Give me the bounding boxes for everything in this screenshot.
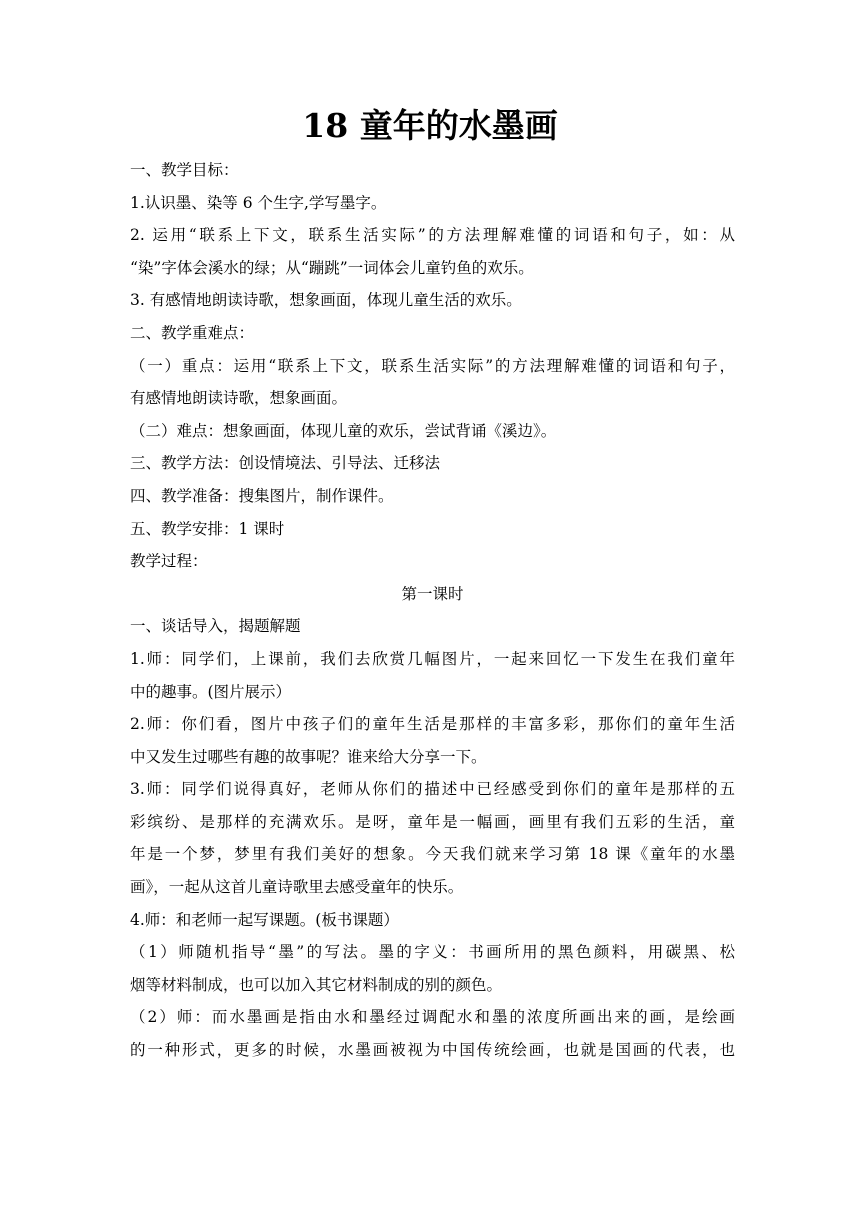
text-line: 三、教学方法：创设情境法、引导法、迁移法 <box>130 454 441 473</box>
document-body <box>130 154 735 1067</box>
text-line: 五、教学安排：1 课时 <box>130 519 285 538</box>
document-title: 18 童年的水墨画 <box>302 106 558 145</box>
text-line: 画》，一起从这首儿童诗歌里去感受童年的快乐。 <box>130 878 464 897</box>
text-line: （2）师：而水墨画是指由水和墨经过调配水和墨的浓度所画出来的画，是绘画 <box>130 1008 735 1027</box>
text-line: 的一种形式，更多的时候，水墨画被视为中国传统绘画，也就是国画的代表，也 <box>130 1041 735 1060</box>
text-line: “染”字体会溪水的绿；从“蹦跳”一词体会儿童钓鱼的欢乐。 <box>130 258 534 277</box>
text-line: 一、教学目标： <box>130 161 239 179</box>
text-line: 3.师：同学们说得真好，老师从你们的描述中已经感受到你们的童年是那样的五 <box>130 780 735 799</box>
text-line: （二）难点：想象画面，体现儿童的欢乐，尝试背诵《溪边》。 <box>130 421 557 440</box>
text-line: 2. 运用“联系上下文，联系生活实际”的方法理解难懂的词语和句子，如：从 <box>130 226 735 245</box>
text-line: 3. 有感情地朗读诗歌，想象画面，体现儿童生活的欢乐。 <box>130 291 522 310</box>
text-line: 年是一个梦，梦里有我们美好的想象。今天我们就来学习第 18 课《童年的水墨 <box>130 845 735 864</box>
text-line: （1）师随机指导“墨”的写法。墨的字义：书画所用的黑色颜料，用碳黑、松 <box>130 943 735 962</box>
text-line: 烟等材料制成，也可以加入其它材料制成的别的颜色。 <box>130 975 503 994</box>
text-line: 1.师：同学们，上课前，我们去欣赏几幅图片，一起来回忆一下发生在我们童年 <box>130 649 735 668</box>
text-line: 四、教学准备：搜集图片，制作课件。 <box>130 486 394 505</box>
text-line: 二、教学重难点： <box>130 323 255 342</box>
text-line: 中又发生过哪些有趣的故事呢？谁来给大分享一下。 <box>130 747 487 766</box>
text-line: 一、谈话导入，揭题解题 <box>130 617 301 636</box>
text-line: 第一课时 <box>401 584 464 603</box>
text-line: 2.师：你们看，图片中孩子们的童年生活是那样的丰富多彩，那你们的童年生活 <box>130 715 735 734</box>
text-line: 彩缤纷、是那样的充满欢乐。是呀，童年是一幅画，画里有我们五彩的生活，童 <box>130 812 735 831</box>
text-line: 4.师：和老师一起写课题。(板书课题） <box>130 910 399 929</box>
text-line: 有感情地朗读诗歌，想象画面。 <box>130 389 348 408</box>
text-line: 教学过程： <box>130 552 208 571</box>
text-line: 中的趣事。(图片展示） <box>130 682 292 701</box>
text-line: （一）重点：运用“联系上下文，联系生活实际”的方法理解难懂的词语和句子， <box>130 356 735 375</box>
text-line: 1.认识墨、染等 6 个生字,学写墨字。 <box>130 193 387 212</box>
